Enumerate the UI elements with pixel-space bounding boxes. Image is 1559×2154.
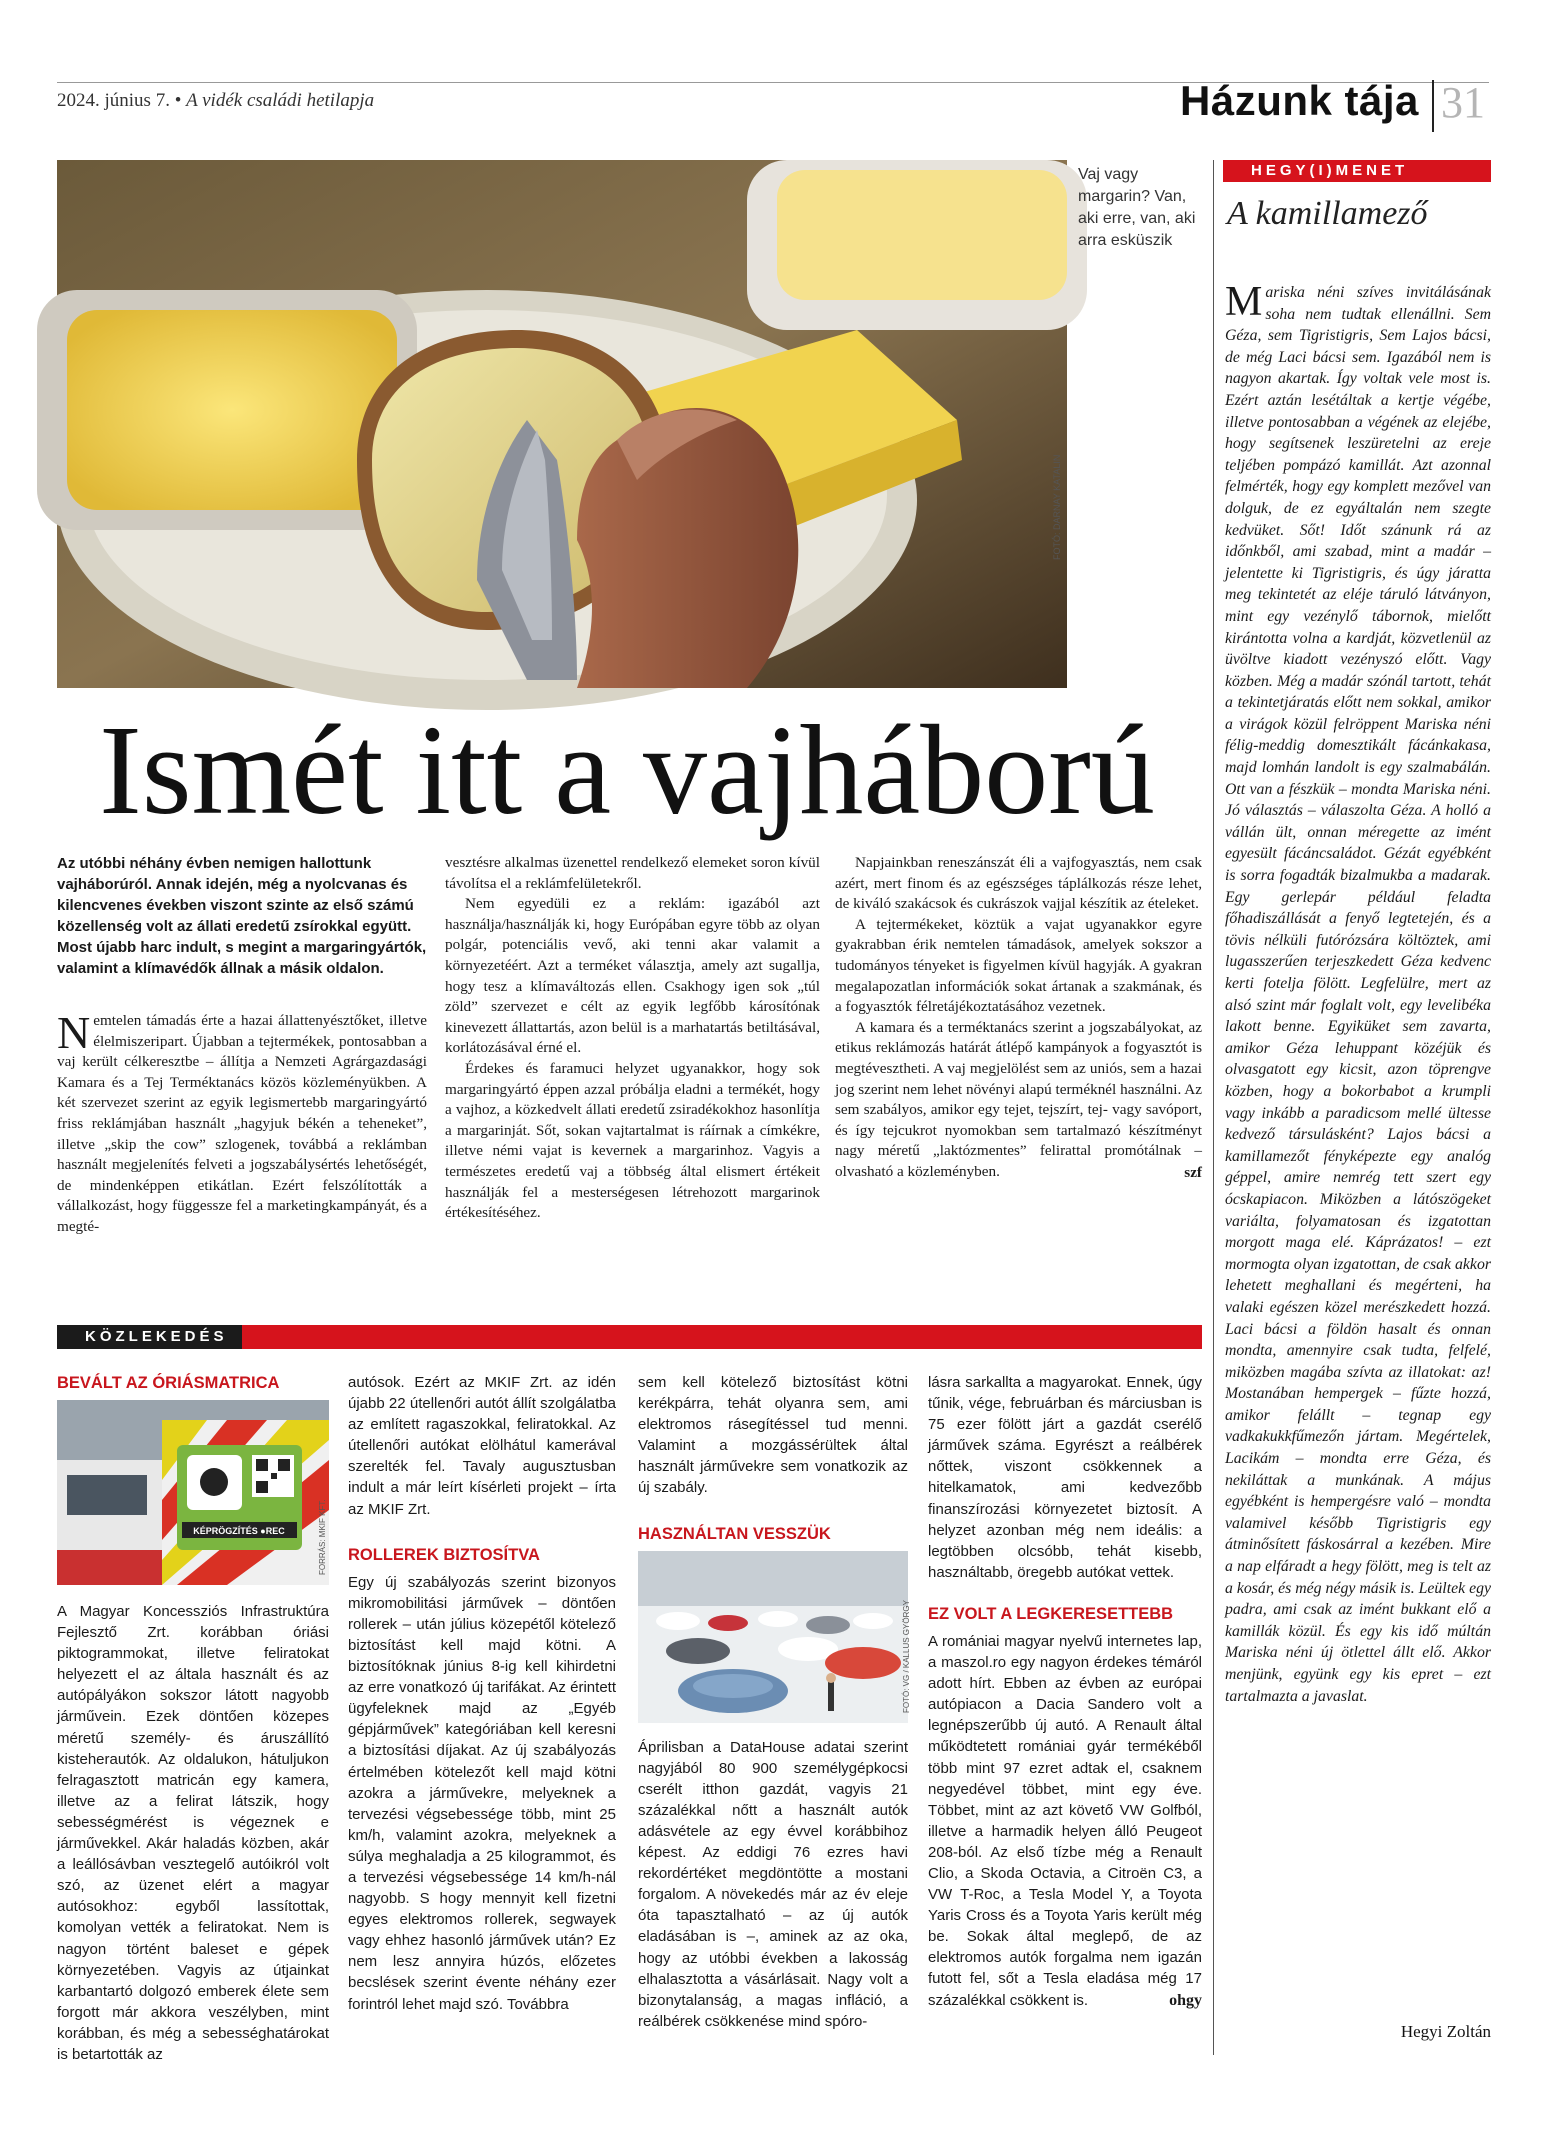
article-paragraph: A tejtermékeket, köztük a vajat ugyanakkor egyre gyakrabban érik nemtelen támadások, amelyek sokszor a tudományos tényeket is figyelmen kívül hagyják. A gyakran megalapozatlan információk sokat ártanak a szakmának, és a fogyasztók félretájékoztatásához vezetnek. <box>835 915 1202 1016</box>
sidebar-divider <box>1213 160 1214 2055</box>
issue-date-line <box>57 90 374 112</box>
transport-section-label: KÖZLEKEDÉS <box>57 1325 242 1349</box>
article-paragraph: Egy új szabályozás szerint bizonyos mikromobilitási járművek – döntően rollerek – után július közepétől kötelező biztosítást kell majd kötni. A biztosítóknak június 8-ig kell kihirdetni az erre vonatkozó új tarifákat. Az érintett ügyfeleknek majd az „Egyéb gépjárművek” kategóriában kell keresni a biztosítási díjakat. Az új szabályozás értelmében kötelezőt kell majd kötni azokra a járművekre, melyeknek a tervezési végsebessége több, mint 25 km/h, valamint azokra, melyeknek a súlya meghaladja a 25 kilogrammot, és a tervezési végsebessége 14 km/h-nál nagyobb. S hogy mennyit kell fizetni egyes elektromos rollerek, segwayek vagy ehhez hasonló járművek után? Ez nem lesz annyira húzós, előzetes becslések szerint évente néhány ezer forintról lehet majd szó. Továbbra <box>348 1573 616 2013</box>
car-showroom-photo <box>638 1551 911 1723</box>
article-paragraph: Érdekes és faramuci helyzet ugyanakkor, hogy sok margaringyártó éppen azzal próbálja eladni a termékét, hogy a vajhoz, a közkedvelt állati eredetű zsiradékokhoz hasonlítja a margarinját. Sőt, sokan vajtartalmat is ráírnak a címkékre, illetve némi vajat is kevernek a margarinhoz. Vagyis a természetes eredetű vaj a többség által elismert értékeit használják fel a mesterségesen létrehozott margarinok értékesítéséhez. <box>445 1059 820 1222</box>
butter-article-column-1 <box>57 853 427 1238</box>
article-paragraph: A romániai magyar nyelvű internetes lap, a maszol.ro egy nagyon érdekes témáról adott hírt. Ebben az évben az európai autópiacon a Dacia Sandero volt a legnépszerűbb új autó. A Renault által működtetett romániai gyár termékéből több mint 97 ezret adtak el, csaknem negyedével többet, mint egy éve. Többet, mint az azt követő VW Golfból, illetve a harmadik helyen álló Peugeot 208-ból. Az első tízbe még a Renault Clio, a Skoda Octavia, a Citroën C3, a VW T-Roc, a Tesla Model Y, a Toyota Yaris Cross és a Toyota Yaris került még be. Sokak által meglepő, de az elektromos autók forgalma nem igazán futott fel, sőt a Tesla eladása még 17 százalékkal csökkent is. <box>928 1632 1202 2009</box>
article-paragraph: lásra sarkallta a magyarokat. Ennek, úgy tűnik, vége, februárban és márciusban is 75 ezer fölött járt a gazdát cserélő járművek száma. Egyrészt a reálbérek nőttek, viszont csökkennek a hitelkamatok, ami kedvezőbb finanszírozási környezetet biztosít. A helyzet azonban még nem ideális: a legtöbben olcsóbb, tehát kisebb, használtabb, öregebb autókat vettek. <box>928 1374 1202 1581</box>
article-paragraph: Nem egyedüli ez a reklám: igazából azt használja/használják ki, hogy Európában egyre több az olyan polgár, potenciális vevő, aki tenni akar valamit a környezetéért. Azt a terméket választja, amely azt sugallja, hogy tesz a klímaváltozás ellen. Csakhogy igen sok „túl zöld” szervezet e célt az egyik legfőbb károsítónak kinevezett állattartás, azon belül is a marhatartás betiltásával, korlátozásával érné el. <box>445 895 820 1057</box>
subhead-oriasmatrica: BEVÁLT AZ ÓRIÁSMATRICA <box>57 1374 280 1392</box>
issue-date: 2024. június 7. <box>57 90 170 111</box>
sidebar-section-label: HEGY(I)MENET <box>1223 160 1491 182</box>
article-paragraph: A Magyar Koncessziós Infrastruktúra Fejlesztő Zrt. korábban óriási piktogrammokat, illetve feliratokat helyezett el az általa használt és az autópályákon sokszor látott nagyobb járművein. Ezek döntően közepes méretű személy- és áruszállító kisteherautók. Az oldalukon, hátuljukon felragasztott matricán egy kamera, illetve az a felirat látszik, hogy sebességmérést is végeznek e járművekkel. Akár haladás közben, akár a leállósávban vesztegelő autóikról volt szó, az üzenet elért a magyar autósokhoz: egyből lassítottak, komolyan vették a feliratokat. Nem is nagyon történt baleset e gépek környezetében. Vagyis az útjainkat karbantartó dolgozó emberek élete sem forgott már akkora veszélyben, mint korábban, és még a sebességhatárokat is betartották az <box>57 1603 329 2063</box>
article-signature: szf <box>1184 1163 1202 1181</box>
page-number: 31 <box>1441 78 1485 127</box>
sticker-label: KÉPRÖGZÍTÉS ●REC <box>193 1526 285 1536</box>
article-headline: Ismét itt a vajháború <box>99 699 1155 841</box>
article-paragraph: Napjainkban reneszánszát éli a vajfogyasztás, nem csak azért, mert finom és az egészséges táplálkozás része lehet, de kiváló szakácsok és cukrászok vajjal készítik az ételeket. <box>835 854 1202 913</box>
transport-column-2 <box>348 1372 616 2015</box>
article-paragraph: A kamara és a terméktanács szerint a jogszabályokat, az etikus reklámozás határát átlépő kampányok a fogyasztót is megtévesztheti. A vaj megjelölést sem az uniós, sem a hazai jog szerint nem lehet növényi alapú terméknél használni. Az sem szabályos, amikor egy tejet, tejszírt, tej- vagy savóport, és így tejcukrot nyomokban sem tartalmazó készítményt nagy méretű „laktózmentes” felirattal promótálnak – olvasható a közleményben. <box>835 1018 1202 1180</box>
article-lead: Az utóbbi néhány évben nemigen hallottunk vajháborúról. Annak idején, még a nyolcvanas és kilencvenes években viszont szinte az első számú közellenség volt az állati eredetű zsírokkal együtt. Most újabb harc indult, s megint a margaringyártók, valamint a klímavédők állnak a másik oldalon. <box>57 855 427 977</box>
section-title: Házunk tája <box>1180 77 1419 124</box>
subhead-legkeresettebb: EZ VOLT A LEGKERESETTEBB <box>928 1604 1174 1623</box>
car-showroom-illustration <box>638 1551 908 1723</box>
sidebar-author: Hegyi Zoltán <box>1400 2022 1491 2041</box>
butter-article-column-2 <box>445 853 820 1224</box>
butter-illustration <box>57 160 1067 688</box>
butter-article-column-3 <box>835 853 1202 1183</box>
article-paragraph: sem kell kötelező biztosítást kötni kerékpárra, tehát olyanra sem, ami elektromos rásegítéssel tud menni. Valamint a mozgássérültek által használt járművekre sem vonatkozik az új szabály. <box>638 1374 908 1497</box>
bullet-separator: • <box>174 90 182 111</box>
header-separator <box>1432 80 1434 132</box>
subhead-rollerek: ROLLEREK BIZTOSÍTVA <box>348 1545 540 1564</box>
sticker-van-photo <box>57 1400 329 1585</box>
transport-column-4 <box>928 1372 1202 2011</box>
drop-cap: M <box>1225 279 1263 325</box>
article-paragraph: vesztésre alkalmas üzenettel rendelkező elemeket soron kívül távolítsa el a reklámfelületekről. <box>445 854 820 892</box>
transport-column-3 <box>638 1372 911 2032</box>
transport-signature: ohgy <box>1169 1991 1202 2009</box>
tagline: A vidék családi hetilapja <box>186 90 375 111</box>
transport-column-1 <box>57 1372 329 2065</box>
car-photo-credit: FOTÓ: VG / KALLUS GYÖRGY <box>902 1599 911 1713</box>
sidebar-story-text: Mariska néni szíves invitálásának soha nem tudtak ellenállni. Sem Géza, sem Tigristigris, Sem Lajos bácsi, de még Laci bácsi sem. Igazából nem is nagyon akartak. Így voltak vele most is. Ezért aztán lesétáltak a kertje végébe, illetve pontosabban a végének az elejébe, hogy segítsenek leszüretelni az ereje teljében pompázó kamillát. Azt azonnal felmérték, hogy egy komplett mezővel van dolguk, de ez egyáltalán nem szegte kedvüket. Sőt! Időt szánunk rá az időnkből, ami szabad, mint a madár – jelentette ki Tigristigris, és úgy járatta meg tekintetét az eléje táruló látványon, mint egy vezénylő tábornok, mielőtt kirántotta volna a kardját, közvetlenül az üvöltve kiadott vezényszó előtt. Vagy közben. Még a madár szónál tartott, tehát a tekintetjáratás előtt nem sokkal, amikor a virágok közül felröppent Mariska néni félig-meddig domesztikált fácánkakasa, majd lomhán landolt is egy szalmabálán. Ott van a fészkük – mondta Mariska néni. Jó választás – válaszolta Géza. A holló a vállán ült, onnan méregette az imént egyesült fácáncsaládot. Gézát egyébként is sorra fogadták bizalmukba a madarak. Egy gerlepár például feladta főhadiszállását a fenyő legtetején, és a tövis nélküli futórózsára költöztek, ami lugasszerűen terjeszkedett Géza kedvenc kerti fotelja fölött. Legfelülre, mert az alsó szint már foglalt volt, egy levelibéka lakott benne. Egyiküket sem zavarta, amikor Géza lehuppant közéjük és olvasgatott egy kicsit, azon töprengve közben, hogy a bokorbabot a krumpli vagy inkább a paradicsom mellé ültesse kedvező társulásként? Lajos bácsi a kamillamezőt fényképezte egy analóg géppel, amire nemrég tett szert egy ócskapiacon. Miközben a látószögeket variálta, folyamatosan és izgatottan morgott maga elé. Káprázatos! – ezt mormogta olyan izgatottan, de csak akkor lehetett meghallani és megérteni, ha valaki egészen közel merészkedett hozzá. Laci bácsi a földön hasalt és onnan mondta, amennyire csak tudta, felfelé, miközben magába szívta az illatokat: az! Mostanában hempergek – fűzte hozzá, amikor felállt – tegnap egy vadkakukkfűmezőn jártam. Megértelek, Lacikám – mondta erre Géza, és nekiláttak a munkának. A május egyébként is hempergésre való – mondta valamivel később Tigristigris egy átminősített fáskosárral a kezében. Mire a nap elfáradt a hegy fölött, meg is telt az a kosár, és még négy másik is. Leültek egy padra, ami csak az imént bukkant elő a kamillák közül. És egy kis idő múltán Mariska néni új ötlettel állt elő. Akkor menjünk, együnk egy kis epret – ezt tartalmazta a javaslat. <box>1225 279 1491 1705</box>
transport-section-bar <box>57 1325 1202 1349</box>
article-paragraph: autósok. Ezért az MKIF Zrt. az idén újabb 22 útellenőri autót állít szolgálatba az említett ragaszokkal, feliratokkal. Az útellenőri autókat elölhátul kamerával szerelték fel. Tavaly augusztusban indult a már leírt kísérleti projekt – írta az MKIF Zrt. <box>348 1374 616 1518</box>
sticker-photo-credit: FORRÁS: MKIF KFT. <box>318 1499 327 1575</box>
butter-photo-caption: Vaj vagy margarin? Van, aki erre, van, aki arra esküszik <box>1078 166 1196 249</box>
article-paragraph: Nemtelen támadás érte a hazai állattenyésztőket, illetve élelmiszeripart. Újabban a tejtermékek, pontosabban a vaj került célkeresztbe – állítja a Nemzeti Agrárgazdasági Kamara és a Tej Terméktanács közös közleményükben. A két szervezet szerint az egyik legismertebb margaringyártó friss reklámjában használt „hagyjuk békén a teheneket”, illetve „skip the cow” szlogenek, továbbá a reklámban használt megjelenítés felveti a jogszabálysértés lehetőségét, de mindenképpen etikátlan. Ezért felszólították a vállalkozást, hogy függessze fel a marketingkampányát, és a megté- <box>57 1007 427 1235</box>
sticker-van-illustration <box>57 1400 329 1585</box>
drop-cap: N <box>57 1007 91 1058</box>
subhead-hasznaltan: HASZNÁLTAN VESSZÜK <box>638 1524 831 1543</box>
butter-photo <box>57 160 1067 688</box>
article-paragraph: Áprilisban a DataHouse adatai szerint nagyjából 80 900 személygépkocsi cserélt itthon gazdát, vagyis 21 százalékkal nőtt a használt autók adásvétele az egy évvel korábbihoz képest. Az eddigi 76 ezres havi rekordértéket megdöntötte a mostani forgalom. A növekedés már az év eleje óta tapasztalható – az új autók eladásában is –, aminek az az oka, hogy az utóbbi években a lakosság elhalasztotta a vásárlásait. Nagy volt a bizonytalanság, a magas infláció, a reálbérek csökkenése mind spóro- <box>638 1738 908 2030</box>
butter-photo-credit: FOTÓ: DARNAY KATALIN <box>1052 454 1062 560</box>
sidebar-title: A kamillamező <box>1227 195 1428 232</box>
